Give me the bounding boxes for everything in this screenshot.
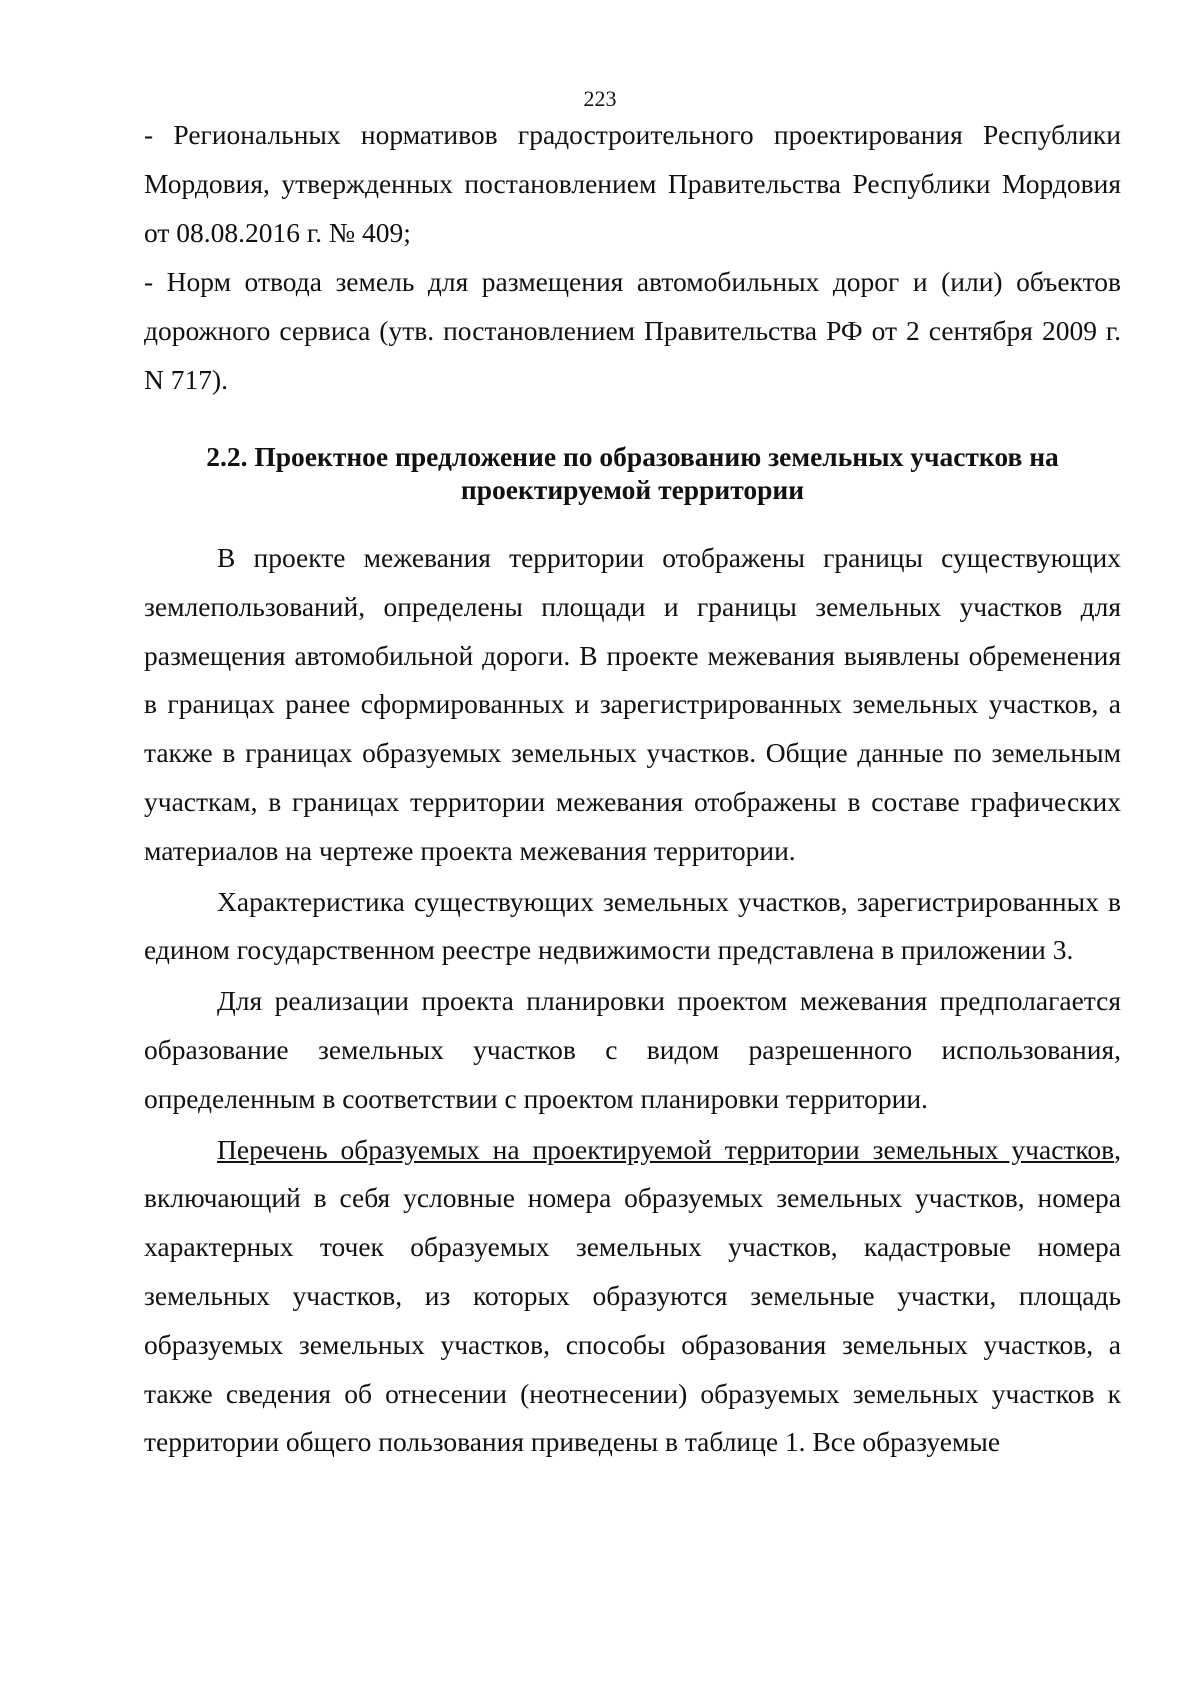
section-heading-line1: 2.2. Проектное предложение по образованию земельных участков на: [206, 441, 1059, 472]
plot-list-description: , включающий в себя условные номера образуемых земельных участков, номера характерных точек образуемых земельных участков, кадастровые номера земельных участков, из которых образуются земельные участки, площадь образуемых земельных участков, способы образования земельных участков, а также сведения об отнесении (неотнесении) образуемых земельных участков к территории общего пользования приведены в таблице 1. Все образуемые: [144, 1133, 1121, 1458]
list-item-regional-standards: - Региональных нормативов градостроительного проектирования Республики Мордовия, утвержденных постановлением Правительства Республики Мордовия от 08.08.2016 г. № 409;: [144, 119, 1121, 248]
paragraph-boundaries: В проекте межевания территории отображены границы существующих землепользований, определены площади и границы земельных участков для размещения автомобильной дороги. В проекте межевания выявлены обременения в границах ранее сформированных и зарегистрированных земельных участков, а также в границах образуемых земельных участков. Общие данные по земельным участкам, в границах территории межевания отображены в составе графических материалов на чертеже проекта межевания территории.: [144, 542, 1121, 866]
page-number: 223: [583, 86, 617, 111]
plot-list-title: Перечень образуемых на проектируемой территории земельных участков: [217, 1133, 1115, 1165]
section-heading-line2: проектируемой территории: [460, 474, 805, 505]
section-heading: [144, 440, 1121, 506]
regulations-list: [144, 110, 1121, 404]
paragraph-existing-plots: Характеристика существующих земельных участков, зарегистрированных в едином государственном реестре недвижимости представлена в приложении 3.: [144, 885, 1121, 966]
list-item-land-allocation-norms: - Норм отвода земель для размещения автомобильных дорог и (или) объектов дорожного сервиса (утв. постановлением Правительства РФ от 2 сентября 2009 г. N 717).: [144, 266, 1121, 395]
paragraph-plot-list: [144, 1126, 1121, 1468]
paragraph-plot-formation: Для реализации проекта планировки проектом межевания предполагается образование земельных участков с видом разрешенного использования, определенным в соответствии с проектом планировки территории.: [144, 985, 1121, 1114]
section-body: [144, 534, 1121, 1467]
